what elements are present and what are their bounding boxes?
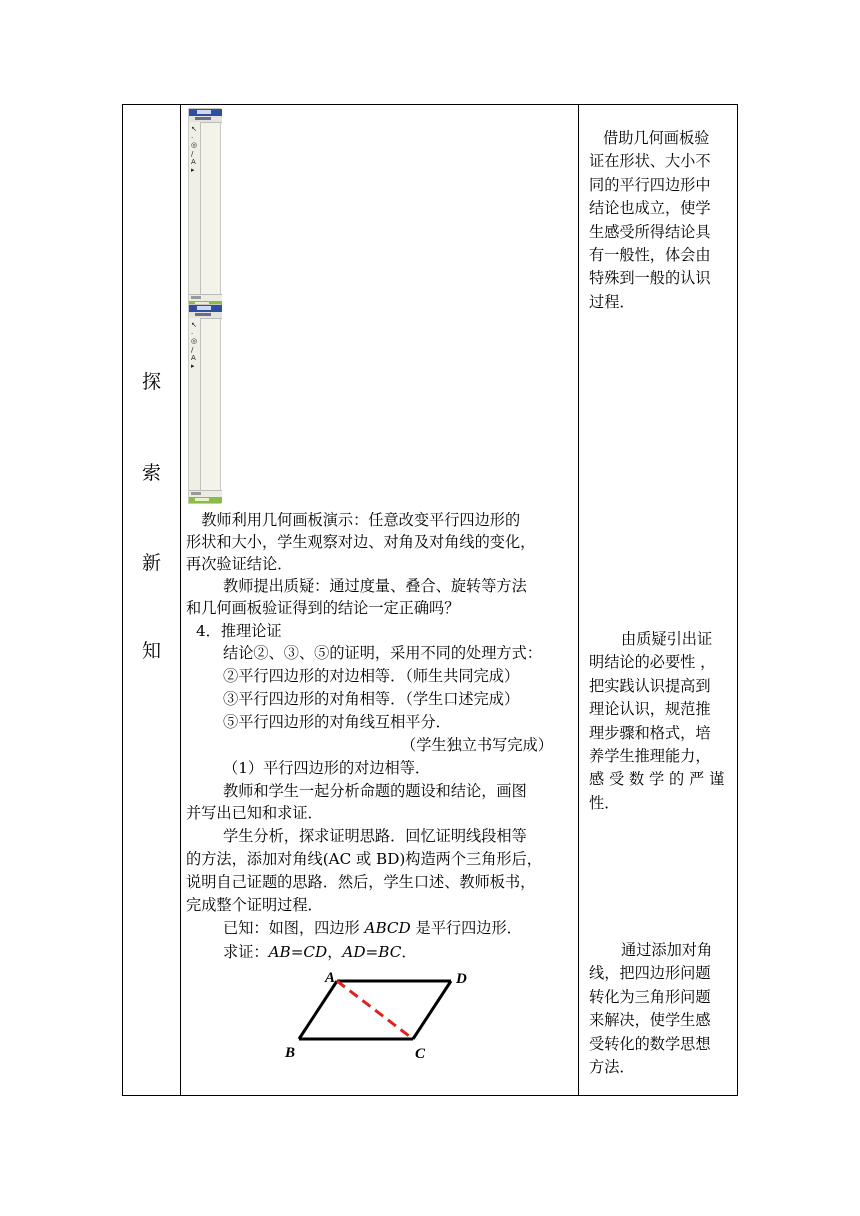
circle-tool-icon: ◎: [191, 337, 198, 345]
text-tool-icon: A: [191, 354, 196, 362]
vertex-label-b: B: [285, 1045, 296, 1061]
vertex-label-a: A: [325, 970, 336, 986]
question-paragraph-line: 教师提出质疑：通过度量、叠合、旋转等方法: [223, 577, 527, 595]
section-char: 探: [141, 371, 161, 393]
note-sketchpad-purpose: [589, 127, 737, 314]
note-line: 证在形状、大小不: [589, 152, 711, 171]
note-line: 性．: [589, 793, 620, 812]
text-tool-icon: A: [191, 158, 196, 166]
status-bar: [189, 294, 222, 301]
note-line: 有一般性，体会由: [589, 246, 711, 265]
arrow-tool-icon: ↖: [191, 321, 197, 329]
parallelogram-figure: [281, 967, 481, 1063]
note-proof-necessity: [589, 628, 737, 815]
point-tool-icon: ·: [191, 134, 194, 142]
design-notes: [579, 105, 739, 1095]
main-content: [181, 105, 578, 1095]
prove-statement: 求证：AB=CD，AD=BC．: [223, 943, 417, 961]
note-line: 生感受所得结论具: [589, 222, 711, 241]
given-statement: 已知：如图，四边形 ABCD 是平行四边形．: [223, 919, 522, 937]
vertex-label-d: D: [456, 971, 467, 987]
note-line: 受转化的数学思想: [589, 1034, 711, 1053]
point-tool-icon: ·: [191, 330, 194, 338]
analysis-line: 教师和学生一起分析命题的题设和结论，画图: [223, 782, 527, 800]
window-title-bar: [189, 109, 222, 116]
vertex-label-c: C: [415, 1046, 426, 1062]
note-line: 来解决，使学生感: [589, 1011, 711, 1030]
note-line: 方法．: [589, 1058, 635, 1077]
conclusion-item: ②平行四边形的对边相等．（师生共同完成）: [223, 667, 520, 685]
conclusion-intro: 结论②、③、⑤的证明，采用不同的处理方式：: [223, 644, 542, 662]
proof-idea-line: 完成整个证明过程．: [186, 896, 323, 914]
note-line: 感 受 数 学 的 严 谨: [589, 770, 725, 789]
demo-paragraph-line: 教师利用几何画板演示：任意改变平行四边形的: [186, 511, 521, 529]
taskbar: [189, 497, 222, 503]
geometry-sketchpad-screenshot: [188, 304, 221, 504]
note-line: 理论认识，规范推: [589, 700, 711, 719]
conclusion-note: （学生独立书写完成）: [401, 736, 553, 754]
question-paragraph-line: 和几何画板验证得到的结论一定正确吗？: [186, 599, 460, 617]
proof-idea-line: 学生分析，探求证明思路．回忆证明线段相等: [223, 827, 527, 845]
note-line: 理步骤和格式，培: [589, 723, 711, 742]
note-line: 把实践认识提高到: [589, 676, 711, 695]
section-char: 知: [141, 640, 161, 662]
line-tool-icon: /: [191, 150, 194, 158]
section-char: 索: [141, 462, 161, 484]
conclusion-item: ③平行四边形的对角相等．（学生口述完成）: [223, 690, 520, 708]
lesson-table: [122, 104, 738, 1096]
geometry-sketchpad-screenshot: [188, 108, 221, 308]
demo-paragraph-line: 再次验证结论．: [186, 555, 293, 573]
toolbox: [189, 122, 201, 294]
conclusion-item: ⑤平行四边形的对角线互相平分．: [223, 713, 451, 731]
note-line: 借助几何画板验: [603, 129, 710, 147]
note-line: 通过添加对角: [621, 941, 713, 959]
note-line: 转化为三角形问题: [589, 987, 711, 1006]
note-transformation-idea: [589, 939, 737, 1079]
note-line: 线，把四边形问题: [589, 964, 711, 983]
custom-tool-icon: ▸: [191, 166, 195, 174]
note-line: 由质疑引出证: [621, 630, 713, 648]
side-cd: [413, 981, 451, 1039]
side-ab: [299, 981, 337, 1039]
note-line: 过程．: [589, 292, 635, 311]
note-line: 明结论的必要性 ，: [589, 653, 716, 672]
proof-idea-line: 的方法，添加对角线(AC 或 BD)构造两个三角形后，: [186, 850, 542, 868]
step4-heading: 4．推理论证: [196, 622, 282, 640]
status-bar: [189, 490, 222, 497]
subsection-title: （1）平行四边形的对边相等．: [223, 759, 431, 777]
window-title-bar: [189, 305, 222, 312]
arrow-tool-icon: ↖: [191, 125, 197, 133]
proof-idea-line: 说明自己证题的思路．然后，学生口述、教师板书，: [186, 873, 536, 891]
note-line: 同的平行四边形中: [589, 175, 711, 194]
demo-paragraph-line: 形状和大小，学生观察对边、对角及对角线的变化，: [186, 533, 536, 551]
diagonal-ac: [337, 981, 413, 1039]
note-line: 养学生推理能力，: [589, 747, 711, 766]
custom-tool-icon: ▸: [191, 362, 195, 370]
section-label: [123, 105, 180, 1095]
section-char: 新: [141, 552, 161, 574]
line-tool-icon: /: [191, 346, 194, 354]
note-line: 特殊到一般的认识: [589, 269, 711, 288]
toolbox: [189, 318, 201, 490]
circle-tool-icon: ◎: [191, 141, 198, 149]
note-line: 结论也成立，使学: [589, 199, 711, 218]
analysis-line: 并写出已知和求证．: [186, 804, 323, 822]
